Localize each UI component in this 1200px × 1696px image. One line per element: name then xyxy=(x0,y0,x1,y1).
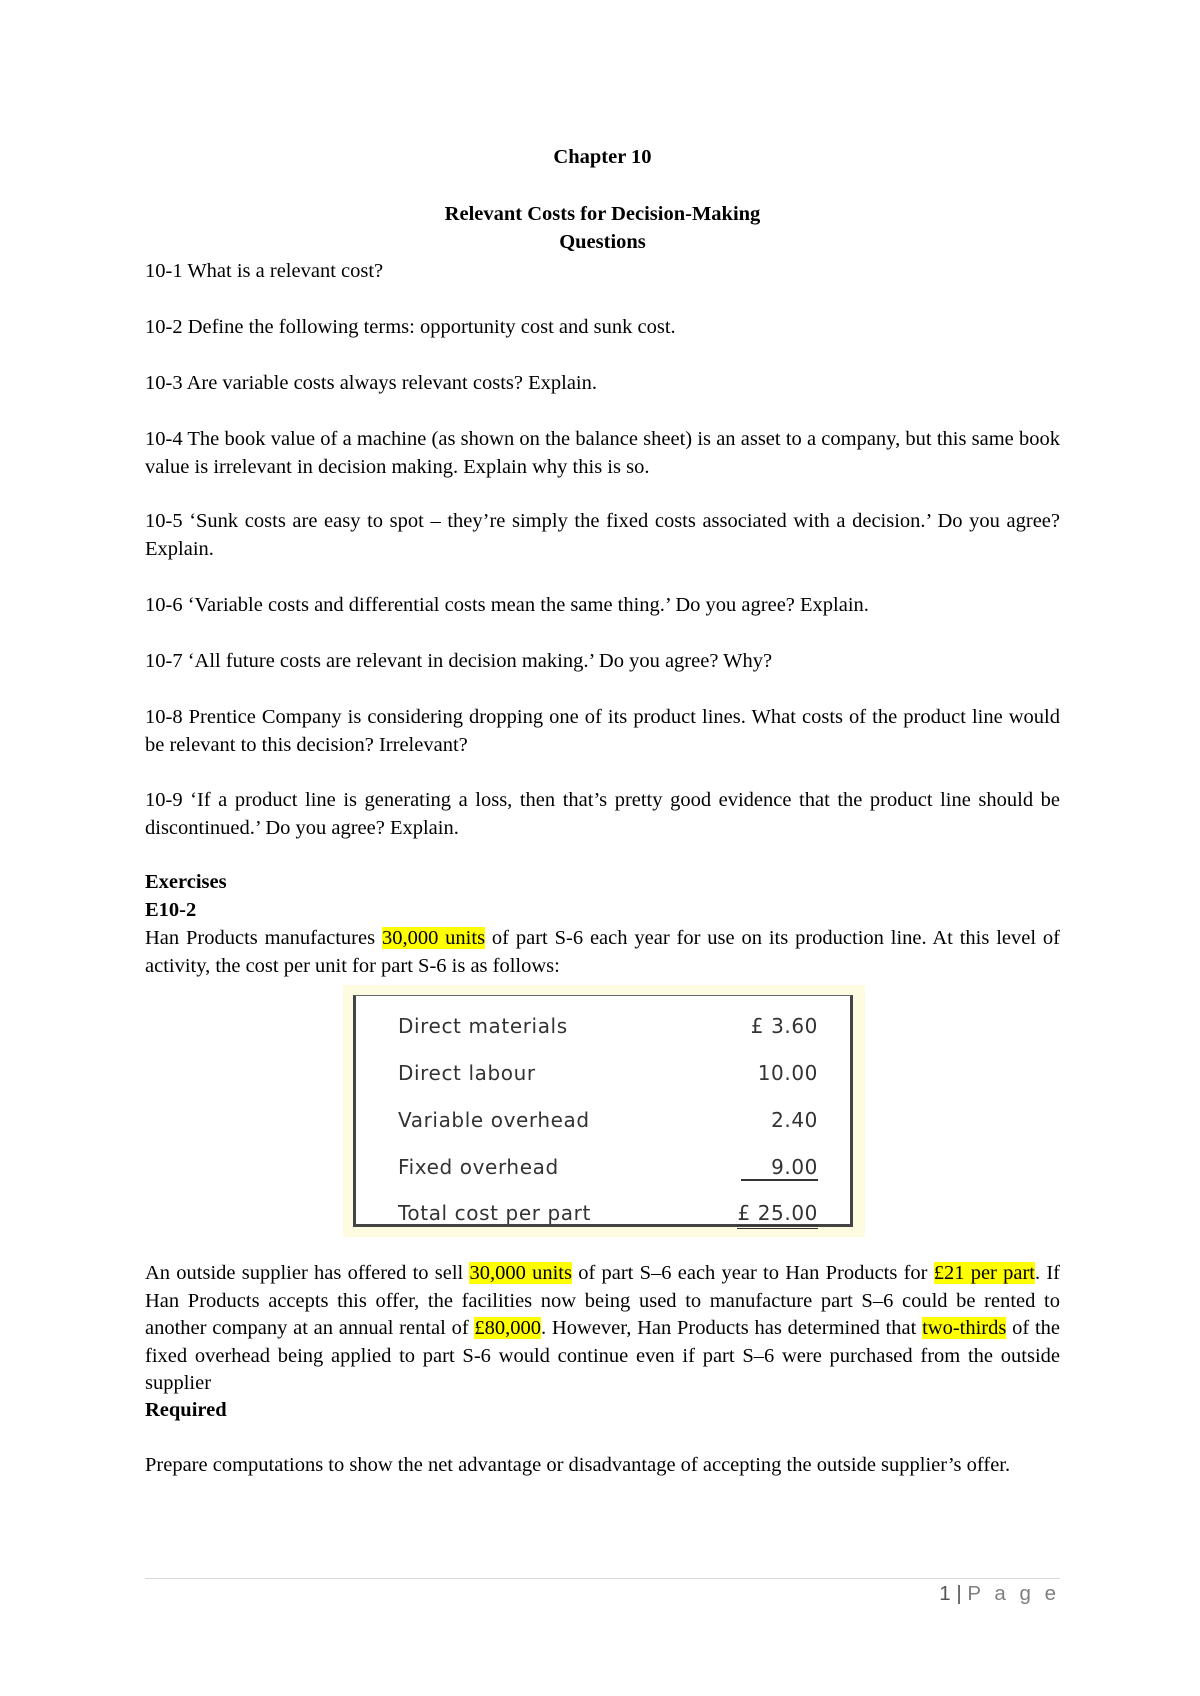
highlight-price: £21 per part xyxy=(933,1262,1035,1284)
cost-total-label: Total cost per part xyxy=(398,1201,591,1225)
offer-text-1: An outside supplier has offered to sell xyxy=(145,1262,470,1284)
supplier-offer-paragraph xyxy=(145,1260,1060,1398)
question-10-2: 10-2 Define the following terms: opportunity cost and sunk cost. xyxy=(145,316,676,338)
highlight-units: 30,000 units xyxy=(381,927,486,949)
highlight-offer-units: 30,000 units xyxy=(469,1262,572,1284)
intro-text: Han Products manufactures xyxy=(145,927,382,949)
cost-label: Direct materials xyxy=(398,1014,568,1038)
cost-label: Variable overhead xyxy=(398,1108,590,1132)
offer-text-2: of part S–6 each year to Han Products for xyxy=(571,1262,934,1284)
exercises-heading: Exercises xyxy=(145,871,227,893)
exercise-intro xyxy=(145,925,1060,980)
question-10-1: 10-1 What is a relevant cost? xyxy=(145,260,384,282)
exercise-id: E10-2 xyxy=(145,899,197,921)
chapter-title: Relevant Costs for Decision-Making xyxy=(444,203,761,225)
offer-text-3: . If Han Products accepts this offer, the facilities now being used to manufacture part S–6 could be rented to another company at an annual rental of xyxy=(145,1262,1060,1339)
offer-text-5: of the fixed overhead being applied to part S-6 would continue even if part S–6 were purchased from the outside supplier xyxy=(145,1317,1060,1394)
highlight-rental: £80,000 xyxy=(474,1317,542,1339)
question-10-4: 10-4 The book value of a machine (as shown on the balance sheet) is an asset to a company, but this same book value is irrelevant in decision making. Explain why this is so. xyxy=(145,428,1060,478)
cost-value: 10.00 xyxy=(757,1061,818,1085)
questions-heading: Questions xyxy=(559,231,646,253)
page-separator: | xyxy=(956,1582,962,1605)
cost-label: Direct labour xyxy=(398,1061,536,1085)
question-10-3: 10-3 Are variable costs always relevant costs? Explain. xyxy=(145,372,597,394)
required-text: Prepare computations to show the net advantage or disadvantage of accepting the outside supplier’s offer. xyxy=(145,1454,1011,1476)
chapter-heading: Chapter 10 xyxy=(553,146,652,168)
page-footer xyxy=(939,1582,1060,1606)
question-10-8: 10-8 Prentice Company is considering dropping one of its product lines. What costs of the product line would be relevant to this decision? Irrelevant? xyxy=(145,706,1060,756)
offer-text-4: . However, Han Products has determined that xyxy=(541,1317,923,1339)
required-heading: Required xyxy=(145,1399,227,1421)
cost-value: £ 3.60 xyxy=(750,1014,818,1038)
cost-row xyxy=(398,1108,818,1138)
footer-divider xyxy=(145,1578,1060,1579)
intro-text-cont: of part S-6 each year for use on its production line. At this level of activity, the cost per unit for part S-6 is as follows: xyxy=(145,927,1061,977)
page-number: 1 xyxy=(939,1582,951,1605)
question-10-6: 10-6 ‘Variable costs and differential costs mean the same thing.’ Do you agree? Explain. xyxy=(145,594,869,616)
cost-label: Fixed overhead xyxy=(398,1155,559,1179)
highlight-fraction: two-thirds xyxy=(922,1317,1007,1339)
cost-total-value: £ 25.00 xyxy=(737,1201,818,1229)
cost-table xyxy=(353,995,853,1227)
cost-value: 2.40 xyxy=(771,1108,818,1132)
question-10-9: 10-9 ‘If a product line is generating a loss, then that’s pretty good evidence that the product line should be discontinued.’ Do you agree? Explain. xyxy=(145,789,1060,839)
cost-total-row xyxy=(398,1201,818,1231)
page-label: P a g e xyxy=(967,1582,1060,1605)
question-10-7: 10-7 ‘All future costs are relevant in decision making.’ Do you agree? Why? xyxy=(145,650,773,672)
question-10-5: 10-5 ‘Sunk costs are easy to spot – they’re simply the fixed costs associated with a decision.’ Do you agree? Explain. xyxy=(145,510,1060,560)
cost-row xyxy=(398,1061,818,1091)
cost-value: 9.00 xyxy=(741,1155,818,1181)
cost-row xyxy=(398,1014,818,1044)
cost-table-image xyxy=(343,985,865,1237)
cost-row xyxy=(398,1155,818,1185)
